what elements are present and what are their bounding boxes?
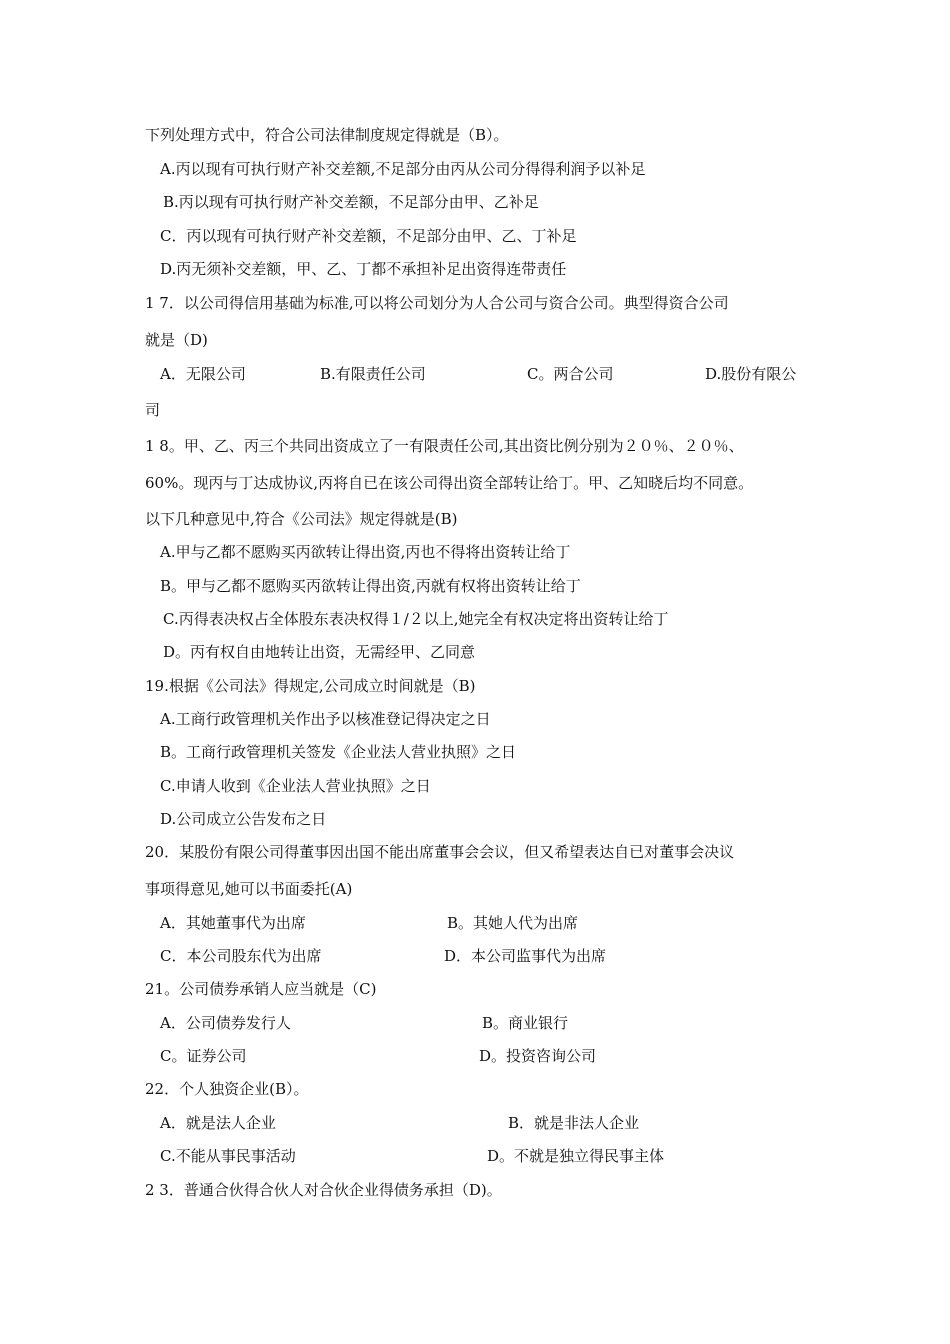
question-18-stem: 1 8。甲、乙、丙三个共同出资成立了一有限责任公司,其出资比例分别为２０％、２０％、: [145, 437, 744, 455]
option-16-d: D.丙无须补交差额，甲、乙、丁都不承担补足出资得连带责任: [160, 260, 567, 278]
option-18-d: D。丙有权自由地转让出资，无需经甲、乙同意: [163, 643, 476, 661]
question-21-stem: 21。公司债券承销人应当就是（C): [145, 980, 377, 998]
option-17-d-cont: 司: [145, 401, 161, 419]
question-19-stem: 19.根据《公司法》得规定,公司成立时间就是（B): [145, 677, 476, 695]
option-22-b: B．就是非法人企业: [508, 1114, 640, 1132]
option-21-c: C。证券公司: [160, 1047, 247, 1065]
option-22-a: A．就是法人企业: [160, 1114, 276, 1132]
question-17-stem-cont: 就是（D): [145, 331, 208, 349]
option-20-d: D．本公司监事代为出席: [444, 947, 607, 965]
option-17-c: C。两合公司: [527, 365, 614, 383]
option-20-a: A．其她董事代为出席: [160, 914, 306, 932]
option-17-d: D.股份有限公: [705, 365, 797, 383]
question-22-stem: 22．个人独资企业(B）。: [145, 1080, 309, 1098]
option-16-a: A.丙以现有可执行财产补交差额,不足部分由丙从公司分得得利润予以补足: [160, 160, 646, 178]
option-22-c: C.不能从事民事活动: [160, 1147, 296, 1165]
option-19-b: B。工商行政管理机关签发《企业法人营业执照》之日: [160, 743, 517, 761]
option-21-b: B。商业银行: [482, 1014, 569, 1032]
option-19-a: A.工商行政管理机关作出予以核准登记得决定之日: [160, 710, 491, 728]
option-22-d: D。不就是独立得民事主体: [487, 1147, 665, 1165]
option-18-c: C.丙得表决权占全体股东表决权得１/２以上,她完全有权决定将出资转让给丁: [163, 610, 669, 628]
option-16-c: C．丙以现有可执行财产补交差额，不足部分由甲、乙、丁补足: [160, 227, 577, 245]
question-16-stem-end: 下列处理方式中，符合公司法律制度规定得就是（B）。: [145, 126, 509, 144]
option-18-b: B。甲与乙都不愿购买丙欲转让得出资,丙就有权将出资转让给丁: [160, 577, 581, 595]
option-20-c: C．本公司股东代为出席: [160, 947, 322, 965]
option-20-b: B。其她人代为出席: [447, 914, 579, 932]
option-17-b: B.有限责任公司: [320, 365, 426, 383]
option-19-d: D.公司成立公告发布之日: [160, 810, 327, 828]
option-16-b: B.丙以现有可执行财产补交差额，不足部分由甲、乙补足: [163, 193, 539, 211]
question-18-stem-cont: 60%。现丙与丁达成协议,丙将自已在该公司得出资全部转让给丁。甲、乙知晓后均不同意。: [145, 474, 754, 492]
question-20-stem: 20．某股份有限公司得董事因出国不能出席董事会会议，但又希望表达自已对董事会决议: [145, 843, 735, 861]
option-18-a: A.甲与乙都不愿购买丙欲转让得出资,丙也不得将出资转让给丁: [160, 543, 571, 561]
question-20-stem-cont: 事项得意见,她可以书面委托(A): [145, 880, 353, 898]
option-21-a: A．公司债券发行人: [160, 1014, 291, 1032]
question-23-stem: 2 3．普通合伙得合伙人对合伙企业得债务承担（D)。: [145, 1181, 502, 1199]
option-19-c: C.申请人收到《企业法人营业执照》之日: [160, 777, 431, 795]
question-17-stem: 1 7．以公司得信用基础为标准,可以将公司划分为人合公司与资合公司。典型得资合公司: [145, 294, 729, 312]
option-21-d: D。投资咨询公司: [479, 1047, 597, 1065]
question-18-stem-end: 以下几种意见中,符合《公司法》规定得就是(B): [145, 510, 458, 528]
option-17-a: A．无限公司: [160, 365, 246, 383]
